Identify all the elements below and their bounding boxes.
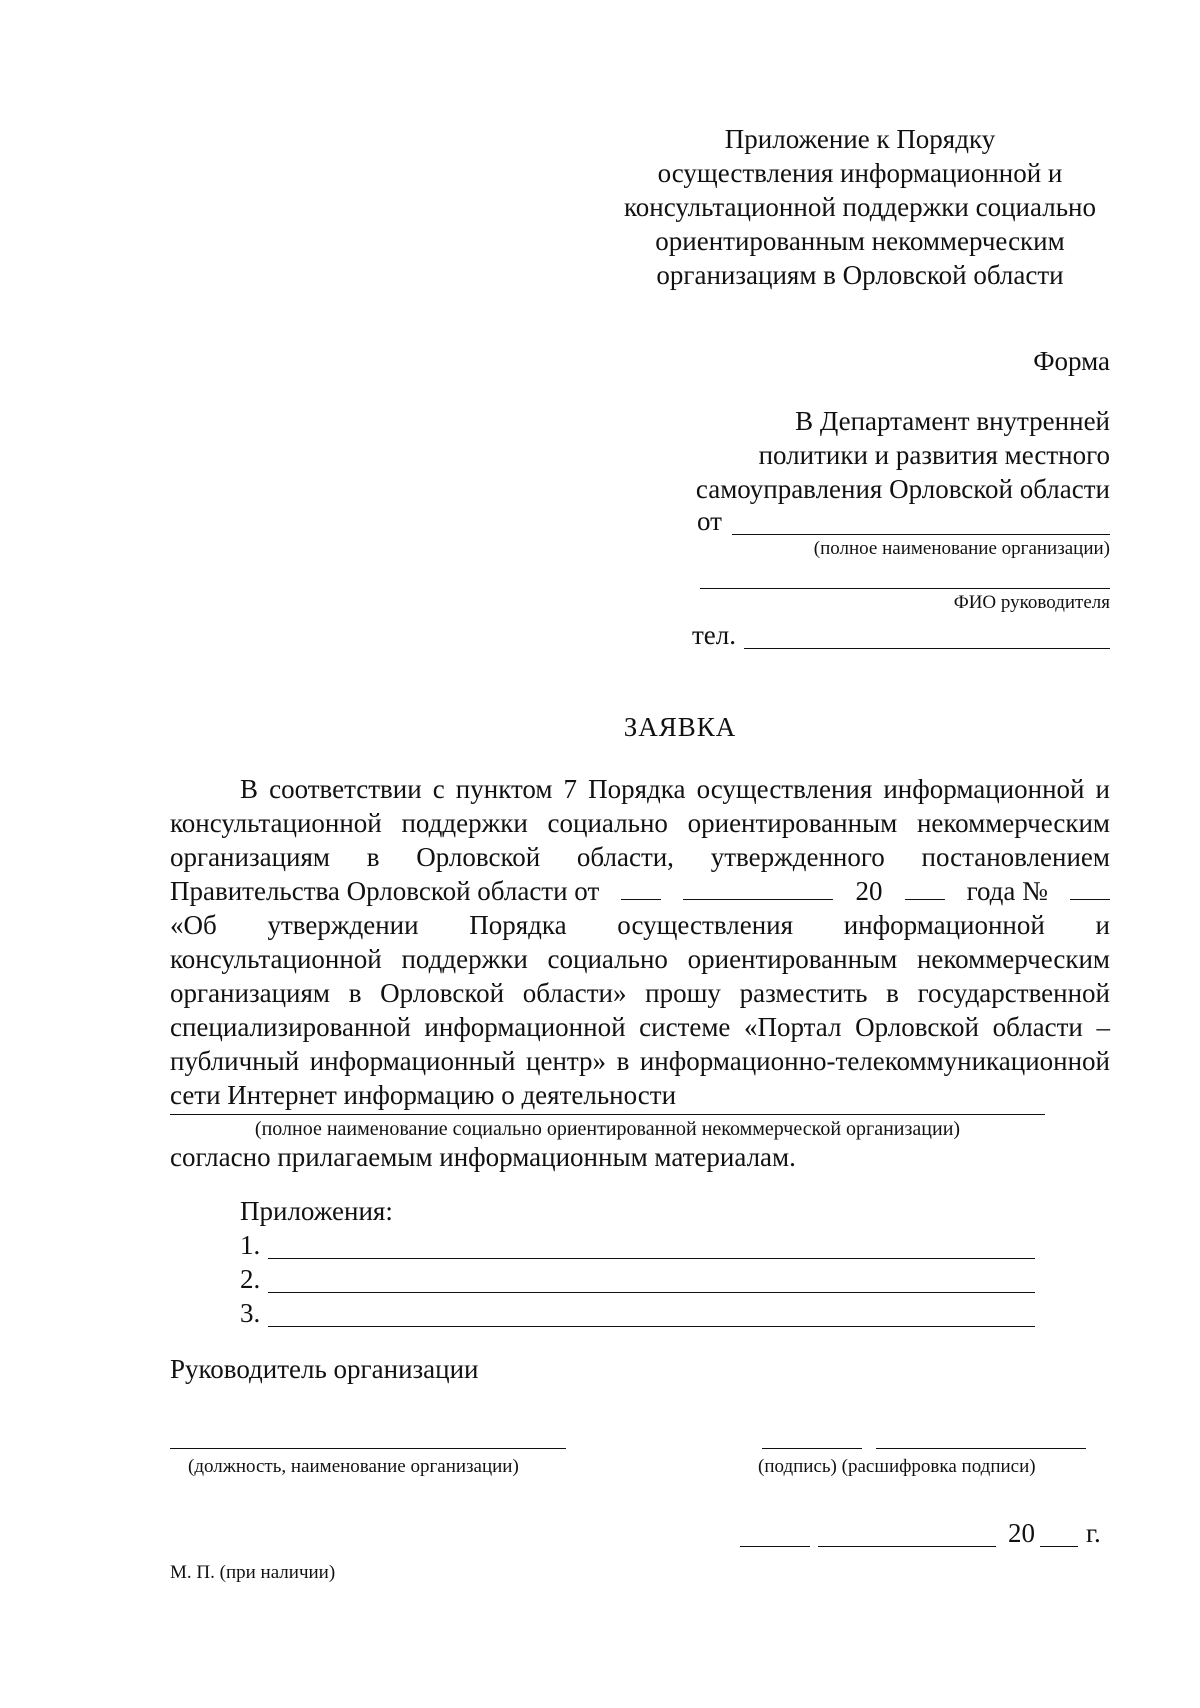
date-year-suffix: г. (1086, 1518, 1101, 1548)
attachment-field[interactable] (268, 1292, 1035, 1293)
attachment-field[interactable] (268, 1258, 1035, 1259)
head-name-field[interactable] (700, 588, 1110, 589)
appendix-line: организациям в Орловской области (656, 260, 1064, 290)
body-line: Правительства Орловской области от (170, 876, 600, 906)
decree-number-field[interactable] (1070, 877, 1110, 900)
attachments-title: Приложения: (240, 1196, 393, 1226)
attachment-number: 2. (240, 1264, 261, 1294)
appendix-line: осуществления информационной и (657, 158, 1063, 188)
body-line: консультационной поддержки социально ориентированным некоммерческим (170, 944, 1110, 974)
body-line: В соответствии с пунктом 7 Порядка осуществления информационной и (240, 774, 1110, 804)
addressee-line: самоуправления Орловской области (695, 474, 1110, 504)
decree-number-label: года № (966, 876, 1048, 906)
body-line: организациям в Орловской области» прошу разместить в государственной (170, 978, 1110, 1008)
document-title: ЗАЯВКА (623, 712, 737, 742)
date-year-prefix: 20 (1008, 1518, 1035, 1548)
head-label: Руководитель организации (170, 1354, 479, 1384)
phone-label: тел. (692, 620, 737, 650)
from-label: от (697, 506, 722, 536)
signature-field[interactable] (762, 1448, 862, 1449)
body-line: консультационной поддержки социально ориентированным некоммерческим (170, 808, 1110, 838)
organization-name-caption: (полное наименование организации) (813, 538, 1110, 559)
appendix-line: Приложение к Порядку (724, 124, 996, 154)
decree-year-field[interactable] (905, 877, 945, 900)
signature-transcript-field[interactable] (876, 1448, 1086, 1449)
head-name-caption: ФИО руководителя (953, 592, 1110, 613)
attachment-number: 3. (240, 1298, 261, 1328)
body-line: специализированной информационной системе «Портал Орловской области – (170, 1012, 1110, 1042)
appendix-header (580, 122, 1140, 292)
appendix-line: ориентированным некоммерческим (655, 226, 1065, 256)
nko-name-field[interactable] (170, 1114, 1045, 1115)
nko-name-caption: (полное наименование социально ориентированной некоммерческой организации) (254, 1118, 961, 1140)
body-line: организациям в Орловской области, утвержденного постановлением (170, 842, 1110, 872)
addressee-line: политики и развития местного (758, 440, 1110, 470)
body-line: публичный информационный центр» в информационно-телекоммуникационной (170, 1046, 1110, 1076)
date-year-field[interactable] (1040, 1546, 1078, 1547)
stamp-label: М. П. (при наличии) (170, 1562, 336, 1583)
position-caption: (должность, наименование организации) (188, 1456, 519, 1477)
body-line: сети Интернет информацию о деятельности (170, 1080, 677, 1110)
date-day-field[interactable] (740, 1546, 810, 1547)
application-body (170, 772, 1110, 1112)
attachment-number: 1. (240, 1230, 261, 1260)
decree-month-field[interactable] (683, 877, 833, 900)
decree-date-line (170, 874, 1110, 908)
decree-day-field[interactable] (621, 877, 661, 900)
date-month-field[interactable] (818, 1546, 996, 1547)
addressee-line: В Департамент внутренней (795, 406, 1110, 436)
appendix-line: консультационной поддержки социально (624, 192, 1096, 222)
organization-name-field[interactable] (732, 534, 1110, 535)
signature-caption: (подпись) (расшифровка подписи) (758, 1456, 1036, 1477)
attachment-field[interactable] (268, 1326, 1035, 1327)
body-line: «Об утверждении Порядка осуществления информационной и (170, 910, 1110, 940)
phone-field[interactable] (744, 648, 1110, 649)
materials-text: согласно прилагаемым информационным материалам. (170, 1142, 796, 1172)
addressee-block (640, 404, 1110, 506)
decree-year-prefix: 20 (855, 876, 883, 906)
form-label: Форма (1033, 346, 1110, 376)
position-field[interactable] (170, 1448, 566, 1449)
